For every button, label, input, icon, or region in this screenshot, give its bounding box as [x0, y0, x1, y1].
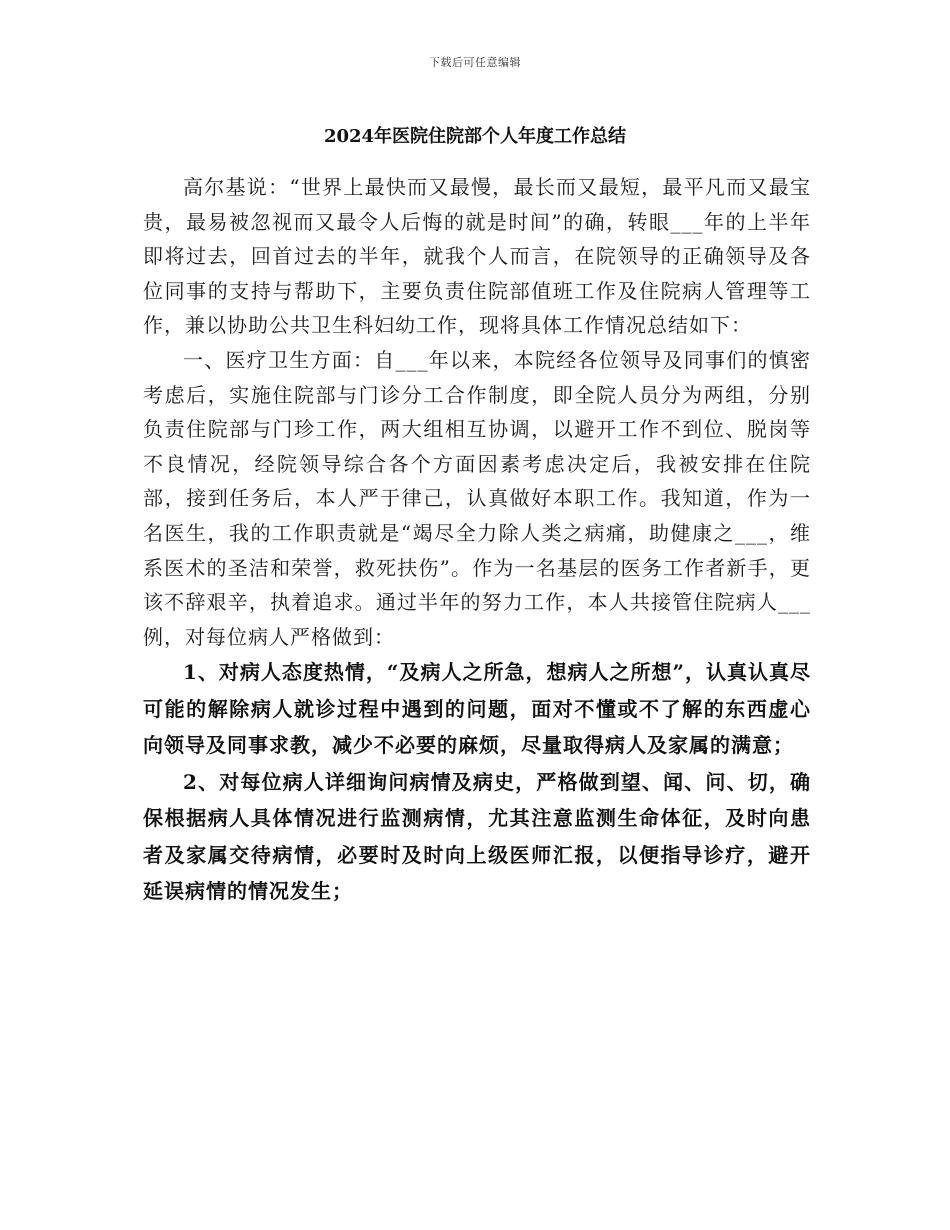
paragraph-item-2: 2、对每位病人详细询问病情及病史，严格做到望、闻、问、切，确保根据病人具体情况进行监测病情，尤其注意监测生命体征，及时向患者及家属交待病情，必要时及时向上级医师汇报，以便指导诊疗，避开延误病情的情况发生；: [143, 769, 811, 904]
paragraph-medical-health: 一、医疗卫生方面：自___年以来，本院经各位领导及同事们的慎密考虑后，实施住院部与门诊分工合作制度，即全院人员分为两组，分别负责住院部与门珍工作，两大组相互协调，以避开工作不到位、脱岗等不良情况，经院领导综合各个方面因素考虑决定后，我被安排在住院部，接到任务后，本人严于律己，认真做好本职工作。我知道，作为一名医生，我的工作职责就是“竭尽全力除人类之病痛，助健康之___，维系医术的圣洁和荣誉，救死扶伤”。作为一名基层的医务工作者新手，更该不辞艰辛，执着追求。通过半年的努力工作，本人共接管住院病人___例，对每位病人严格做到：: [143, 347, 811, 649]
paragraph-intro: 高尔基说：“世界上最快而又最慢，最长而又最短，最平凡而又最宝贵，最易被忽视而又最令人后悔的就是时间”的确，转眼___年的上半年即将过去，回首过去的半年，就我个人而言，在院领导的正确领导及各位同事的支持与帮助下，主要负责住院部值班工作及住院病人管理等工作，兼以协助公共卫生科妇幼工作，现将具体工作情况总结如下：: [143, 175, 811, 338]
paragraph-item-1: 1、对病人态度热情，“及病人之所急，想病人之所想”，认真认真尽可能的解除病人就诊过程中遇到的问题，面对不懂或不了解的东西虚心向领导及同事求教，减少不必要的麻烦，尽量取得病人及家属的满意；: [143, 660, 811, 758]
document-title: 2024年医院住院部个人年度工作总结: [323, 126, 627, 147]
document-body: [143, 170, 811, 910]
header-note: 下载后可任意编辑: [429, 56, 521, 69]
